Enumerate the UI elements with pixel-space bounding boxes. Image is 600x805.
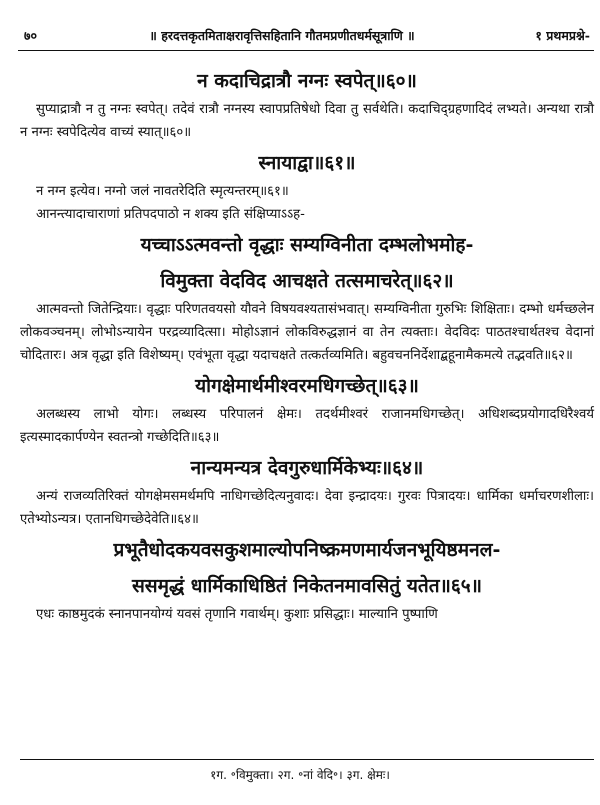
commentary-paragraph: अलब्धस्य लाभो योगः। लब्धस्य परिपालनं क्षेमः। तदर्थमीश्वरं राजानमधिगच्छेत्। अधिशब्दप्रयोगादधिरैश्वर्य इत्यस्मादकार्पण्येन स्वतन्त्रो गच्छेदिति॥६३॥ [20,407,594,445]
section-label: १ प्रथमप्रश्ने- [535,27,590,43]
footnote: १ग. ॰विमुक्ता। २ग. ॰नां वेदि॰। ३ग. क्षेमः। [210,768,390,782]
commentary-paragraph: एधः काष्ठमुदकं स्नानपानयोग्यं यवसं तृणानि गवार्थम्। कुशाः प्रसिद्धाः। माल्यानि पुष्पाणि [36,607,438,622]
page-number: ७० [24,27,38,43]
running-header [14,24,594,46]
sutra-verse: स्नायाद्वा॥६१॥ [258,152,356,174]
sutra-verse: ससमृद्धं धार्मिकाधिष्ठितं निकेतनमावसितुं यतेत॥६५॥ [131,575,483,597]
sutra-verse: न कदाचिद्रात्रौ नग्नः स्वपेत्॥६०॥ [197,70,417,92]
sutra-verse: यच्चाऽऽत्मवन्तो वृद्धाः सम्यग्विनीता दम्भलोभमोह- [140,234,474,256]
sutra-verse: प्रभूतैधोदकयवसकुशमाल्योपनिष्क्रमणमार्यजनभूयिष्ठमनल- [113,539,501,561]
sutra-verse: नान्यमन्यत्र देवगुरुधार्मिकेभ्यः॥६४॥ [190,457,424,479]
footnote-rule [20,759,594,760]
commentary-paragraph: सुप्याद्रात्रौ न तु नग्नः स्वपेत्। तदेवं रात्रौ नग्नस्य स्वापप्रतिषेधो दिवा तु सर्वथेति। कदाचिद्ग्रहणादिदं लभ्यते। अन्यथा रात्रौ न नग्नः स्वपेदित्येव वाच्यं स्यात्॥६०॥ [20,102,594,140]
header-rule [18,50,594,51]
commentary-paragraph: आत्मवन्तो जितेन्द्रियाः। वृद्धाः परिणतवयसो यौवने विषयवश्यतासंभवात्। सम्यग्विनीता गुरुभिः शिक्षिताः। दम्भो धर्मच्छलेन लोकवञ्चनम्। लोभोऽन्यायेन परद्रव्यादित्सा। मोहोऽज्ञानं लोकविरुद्धज्ञानं वा तेन त्यक्ताः। वेदविदः पाठतश्चार्थतश्च वेदानां चोदितारः। अत्र वृद्धा इति विशेष्यम्। एवंभूता वृद्धा यदाचक्षते तत्कर्तव्यमिति। बहुवचननिर्देशाद्बहूनामैकमत्ये तद्भवति॥६२॥ [20,302,594,363]
running-title: ॥ हरदत्तकृतमिताक्षरावृत्तिसहितानि गौतमप्रणीतधर्मसूत्राणि ॥ [149,27,415,43]
sutra-verse: योगक्षेमार्थमीश्वरमधिगच्छेत्॥६३॥ [195,375,419,397]
commentary-paragraph: आनन्त्यादाचाराणां प्रतिपदपाठो न शक्य इति संक्षिप्याऽऽह- [36,207,305,222]
page-body [20,62,594,626]
commentary-paragraph: अन्यं राजव्यतिरिक्तं योगक्षेमसमर्थमपि नाधिगच्छेदित्यनुवादः। देवा इन्द्रादयः। गुरवः पित्रादयः। धार्मिका धर्माचरणशीलाः। एतेभ्योऽन्यत्र। एतानधिगच्छेदेवेति॥६४॥ [20,489,594,527]
sutra-verse: विमुक्ता वेदविद आचक्षते तत्समाचरेत्॥६२॥ [160,270,454,292]
commentary-paragraph: न नग्न इत्येव। नग्नो जलं नावतरेदिति स्मृत्यन्तरम्॥६१॥ [36,184,289,199]
